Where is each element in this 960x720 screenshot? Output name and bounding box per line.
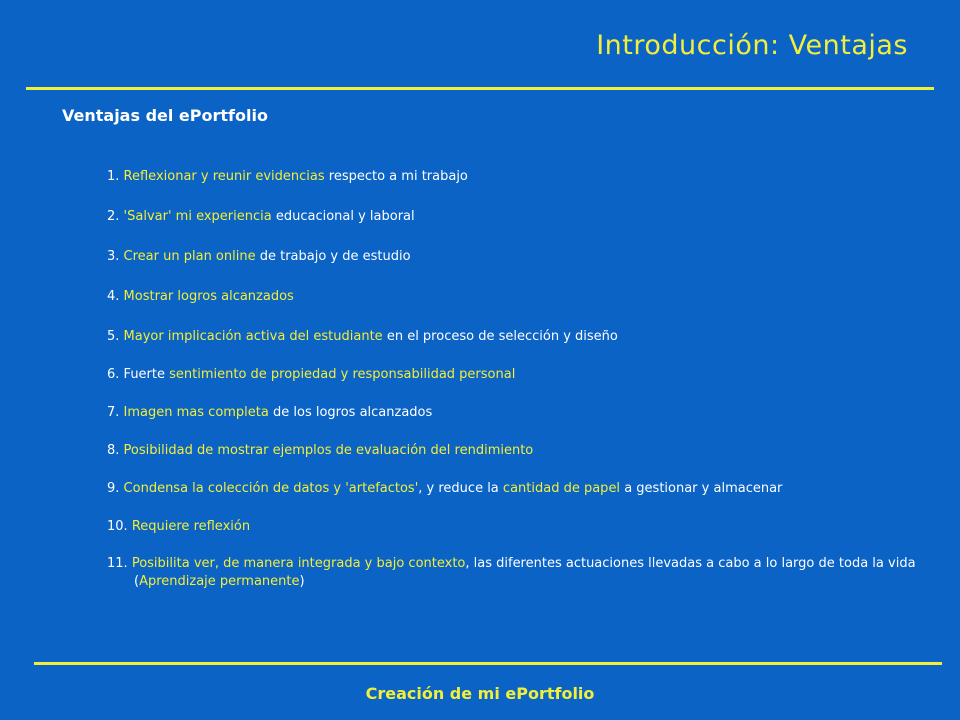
body-text: ) [299,574,305,589]
list-item [107,168,927,186]
list-item-number: 5. [107,329,120,344]
body-text: , y reduce la [418,481,503,496]
list-item-number: 8. [107,443,120,458]
slide-title: Introducción: Ventajas [596,30,908,61]
list-item [107,404,927,422]
highlighted-text: Imagen mas completa [123,405,269,420]
list-item-number: 2. [107,209,120,224]
highlighted-text: cantidad de papel [502,481,621,496]
list-item [107,328,927,346]
list-item-number: 6. [107,367,120,382]
top-divider [26,87,934,90]
body-text: en el proceso de selección y diseño [382,329,618,344]
highlighted-text: Mostrar logros alcanzados [123,289,294,304]
body-text: de trabajo y de estudio [255,249,411,264]
list-item-number: 3. [107,249,120,264]
body-text: Fuerte [123,367,170,382]
highlighted-text: 'Salvar' mi experiencia [123,209,272,224]
slide-subtitle: Ventajas del ePortfolio [62,106,268,125]
list-item-number: 4. [107,289,120,304]
highlighted-text: Crear un plan online [123,249,256,264]
list-item [107,208,927,226]
list-item-number: 7. [107,405,120,420]
highlighted-text: sentimiento de propiedad y responsabilidad personal [169,367,516,382]
bottom-divider [34,662,942,665]
body-text: a gestionar y almacenar [620,481,783,496]
list-item-number: 1. [107,169,120,184]
list-item [107,555,927,591]
slide-footer: Creación de mi ePortfolio [365,684,595,703]
body-text: de los logros alcanzados [268,405,433,420]
highlighted-text: Reflexionar y reunir evidencias [123,169,325,184]
list-item-number: 9. [107,481,120,496]
list-item [107,366,927,384]
list-item [107,442,927,460]
list-item [107,288,927,306]
list-item [107,518,927,536]
list-item-number: 11. [107,556,128,571]
body-text: educacional y laboral [271,209,415,224]
highlighted-text: Posibilidad de mostrar ejemplos de evaluación del rendimiento [123,443,534,458]
list-item [107,248,927,266]
highlighted-text: Mayor implicación activa del estudiante [123,329,383,344]
list-item [107,480,927,498]
highlighted-text: Posibilita ver, de manera integrada y bajo contexto [131,556,466,571]
highlighted-text: Aprendizaje permanente [139,574,300,589]
body-text: respecto a mi trabajo [324,169,468,184]
list-item-number: 10. [107,519,128,534]
body-text: , las diferentes actuaciones llevadas a cabo a lo largo de toda la vida ( [134,556,916,589]
highlighted-text: Condensa la colección de datos y 'artefactos' [123,481,419,496]
highlighted-text: Requiere reflexión [131,519,251,534]
advantages-list [107,168,927,591]
